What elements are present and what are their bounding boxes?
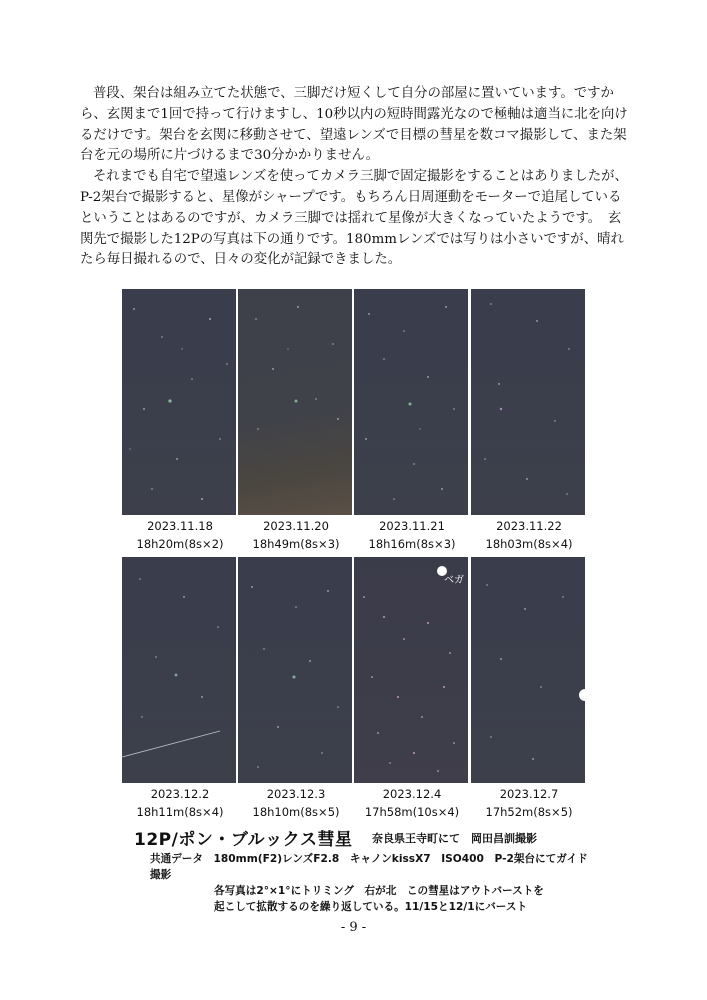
- photo-date: 2023.11.20: [263, 519, 329, 533]
- place-photographer: 奈良県王寺町にて 岡田昌訓撮影: [372, 832, 537, 845]
- satellite-trail: [122, 731, 220, 757]
- paragraph-1: 普段、架台は組み立てた状態で、三脚だけ短くして自分の部屋に置いています。ですから、玄関まで1回で持って行けますし、10秒以内の短時間露光なので極軸は適当に北を向けるだけです。架台を玄関に移動させて、望遠レンズで目標の彗星を数コマ撮影して、また架台を元の場所に片づけるまで30分かかりません。: [80, 86, 628, 164]
- photo-exposure: 17h58m(10s×4): [364, 805, 460, 819]
- photo-exposure: 18h10m(8s×5): [252, 805, 340, 819]
- photo-date: 2023.11.18: [147, 519, 213, 533]
- photo-date: 2023.11.21: [379, 519, 445, 533]
- sky-photo: [238, 289, 352, 515]
- figure-title-line: [122, 825, 585, 851]
- star-field: [122, 289, 236, 515]
- photo-caption: [238, 783, 354, 821]
- vega-label: ベガ: [444, 575, 464, 586]
- comet-title: 12P/ポン・ブルックス彗星: [134, 830, 353, 850]
- paragraph-2: それまでも自宅で望遠レンズを使ってカメラ三脚で固定撮影をすることはありましたが、P-2架台で撮影すると、星像がシャープです。もちろん日周運動をモーターで追尾しているということはあるのですが、カメラ三脚では揺れて星像が大きくなっていたようです。 玄関先で撮影した12Pの写真は下の通りです。180mmレンズでは写りは小さいですが、晴れたら毎日撮れるので、日々の変化が記録できました。: [80, 169, 628, 268]
- photo-row-1: [122, 289, 585, 515]
- star-field: [471, 289, 585, 515]
- photo-caption: [354, 783, 470, 821]
- photo-row-2: [122, 557, 585, 783]
- photo-exposure: 18h16m(8s×3): [368, 537, 456, 551]
- sky-photo: [122, 557, 236, 783]
- star-field: [471, 557, 585, 783]
- note-line-3: 起こして拡散するのを繰り返している。11/15と12/1にバースト: [214, 901, 528, 913]
- sky-photo: [471, 557, 585, 783]
- photo-date: 2023.11.22: [496, 519, 562, 533]
- photo-caption: [354, 515, 470, 553]
- photo-caption: [471, 783, 587, 821]
- photo-caption: [122, 515, 238, 553]
- photo-exposure: 18h20m(8s×2): [136, 537, 224, 551]
- photo-caption: [471, 515, 587, 553]
- photo-exposure: 18h11m(8s×4): [136, 805, 224, 819]
- star-field: [354, 557, 468, 783]
- star-field: [238, 289, 352, 515]
- star-field: [238, 557, 352, 783]
- photo-caption: [238, 515, 354, 553]
- sky-photo: [122, 289, 236, 515]
- comet-photo-figure: [122, 289, 588, 913]
- note-line-2: 各写真は2°×1°にトリミング 右が北 この彗星はアウトバーストを: [214, 885, 544, 897]
- figure-notes: [150, 851, 590, 915]
- photo-caption: [122, 783, 238, 821]
- sky-photo: [354, 557, 468, 783]
- sky-photo: [354, 289, 468, 515]
- photo-date: 2023.12.2: [150, 787, 210, 801]
- photo-date: 2023.12.4: [382, 787, 442, 801]
- page-number: - 9 -: [340, 920, 367, 935]
- body-text: [80, 84, 632, 271]
- photo-exposure: 18h03m(8s×4): [485, 537, 573, 551]
- photo-exposure: 18h49m(8s×3): [252, 537, 340, 551]
- sky-photo: [471, 289, 585, 515]
- photo-date: 2023.12.7: [499, 787, 559, 801]
- photo-date: 2023.12.3: [266, 787, 326, 801]
- sky-photo: [238, 557, 352, 783]
- caption-row-2: [122, 783, 585, 825]
- caption-row-1: [122, 515, 585, 557]
- photo-exposure: 17h52m(8s×5): [485, 805, 573, 819]
- bright-star: [579, 689, 585, 701]
- star-field: [354, 289, 468, 515]
- star-field: [122, 557, 236, 783]
- note-line-1: 共通データ 180mm(F2)レンズF2.8 キャノンkissX7 ISO400 P-2架台にてガイド撮影: [150, 853, 588, 881]
